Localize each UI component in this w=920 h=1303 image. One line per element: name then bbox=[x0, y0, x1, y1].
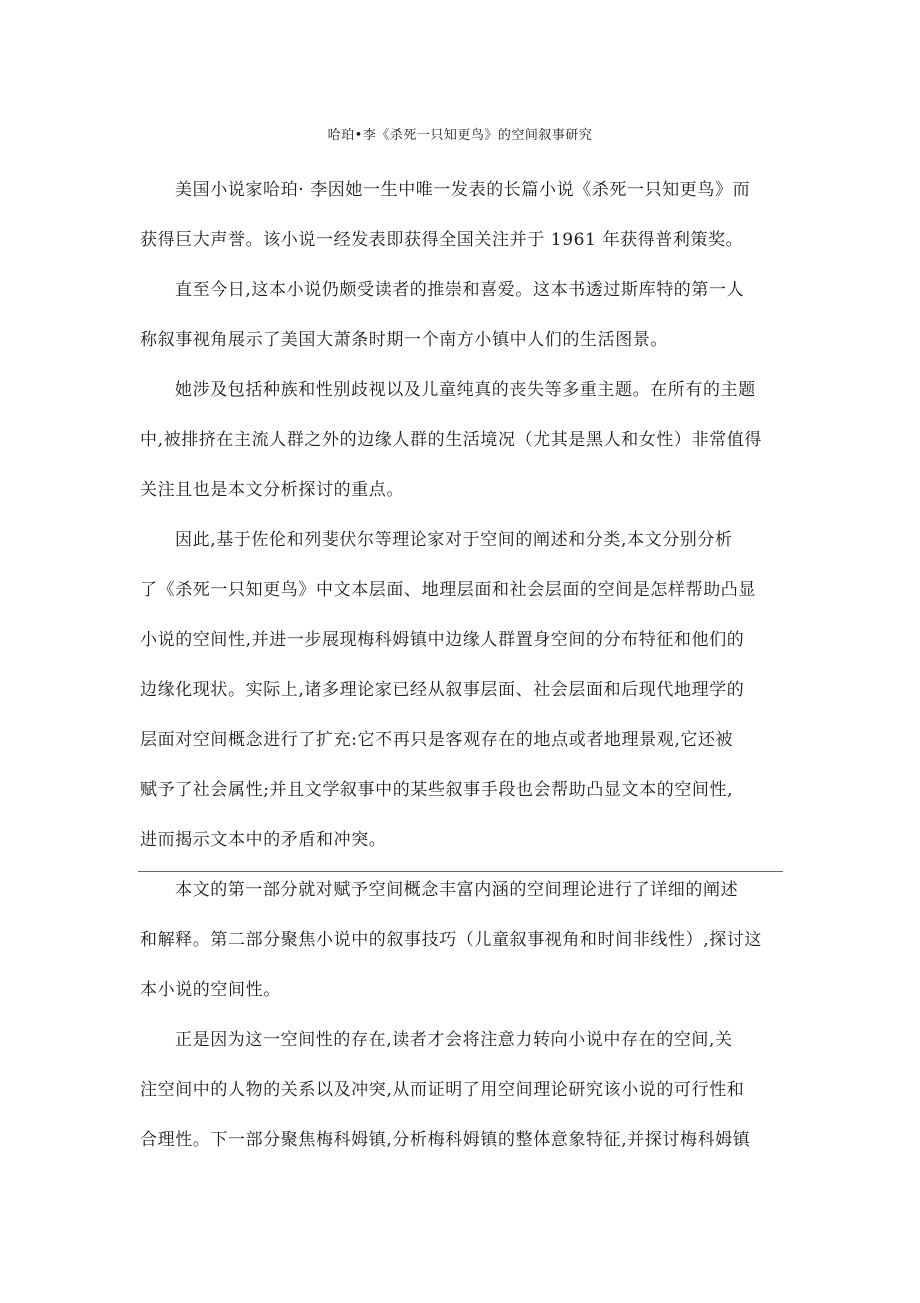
text-line: 称叙事视角展示了美国大萧条时期一个南方小镇中人们的生活图景。 bbox=[140, 330, 668, 350]
text-line: 关注且也是本文分析探讨的重点。 bbox=[140, 480, 404, 500]
text-line: 进而揭示文本中的矛盾和冲突。 bbox=[140, 830, 387, 850]
divider-line bbox=[138, 871, 783, 872]
text-line: 和解释。第二部分聚焦小说中的叙事技巧（儿童叙事视角和时间非线性）,探讨这 bbox=[140, 930, 763, 950]
text-line: 层面对空间概念进行了扩充:它不再只是客观存在的地点或者地理景观,它还被 bbox=[140, 730, 734, 750]
text-line: 获得巨大声誉。该小说一经发表即获得全国关注并于 1961 年获得普利策奖。 bbox=[140, 230, 744, 250]
text-line: 正是因为这一空间性的存在,读者才会将注意力转向小说中存在的空间,关 bbox=[175, 1030, 733, 1050]
text-line: 合理性。下一部分聚焦梅科姆镇,分析梅科姆镇的整体意象特征,并探讨梅科姆镇 bbox=[140, 1130, 751, 1150]
text-line: 了《杀死一只知更鸟》中文本层面、地理层面和社会层面的空间是怎样帮助凸显 bbox=[140, 580, 756, 600]
text-line: 美国小说家哈珀· 李因她一生中唯一发表的长篇小说《杀死一只知更鸟》而 bbox=[175, 180, 751, 200]
text-line: 她涉及包括种族和性别歧视以及儿童纯真的丧失等多重主题。在所有的主题 bbox=[175, 380, 756, 400]
document-title: 哈珀•李《杀死一只知更鸟》的空间叙事研究 bbox=[327, 128, 593, 143]
text-line: 小说的空间性,并进一步展现梅科姆镇中边缘人群置身空间的分布特征和他们的 bbox=[140, 630, 745, 650]
text-line: 中,被排挤在主流人群之外的边缘人群的生活境况（尤其是黑人和女性）非常值得 bbox=[140, 430, 763, 450]
text-line: 直至今日,这本小说仍颇受读者的推崇和喜爱。这本书透过斯库特的第一人 bbox=[175, 280, 745, 300]
text-line: 本小说的空间性。 bbox=[140, 980, 281, 1000]
text-line: 注空间中的人物的关系以及冲突,从而证明了用空间理论研究该小说的可行性和 bbox=[140, 1080, 745, 1100]
text-line: 因此,基于佐伦和列斐伏尔等理论家对于空间的阐述和分类,本文分别分析 bbox=[175, 530, 733, 550]
text-line: 赋予了社会属性;并且文学叙事中的某些叙事手段也会帮助凸显文本的空间性, bbox=[140, 780, 734, 800]
text-line: 本文的第一部分就对赋予空间概念丰富内涵的空间理论进行了详细的阐述 bbox=[175, 880, 739, 900]
text-line: 边缘化现状。实际上,诸多理论家已经从叙事层面、社会层面和后现代地理学的 bbox=[140, 680, 745, 700]
